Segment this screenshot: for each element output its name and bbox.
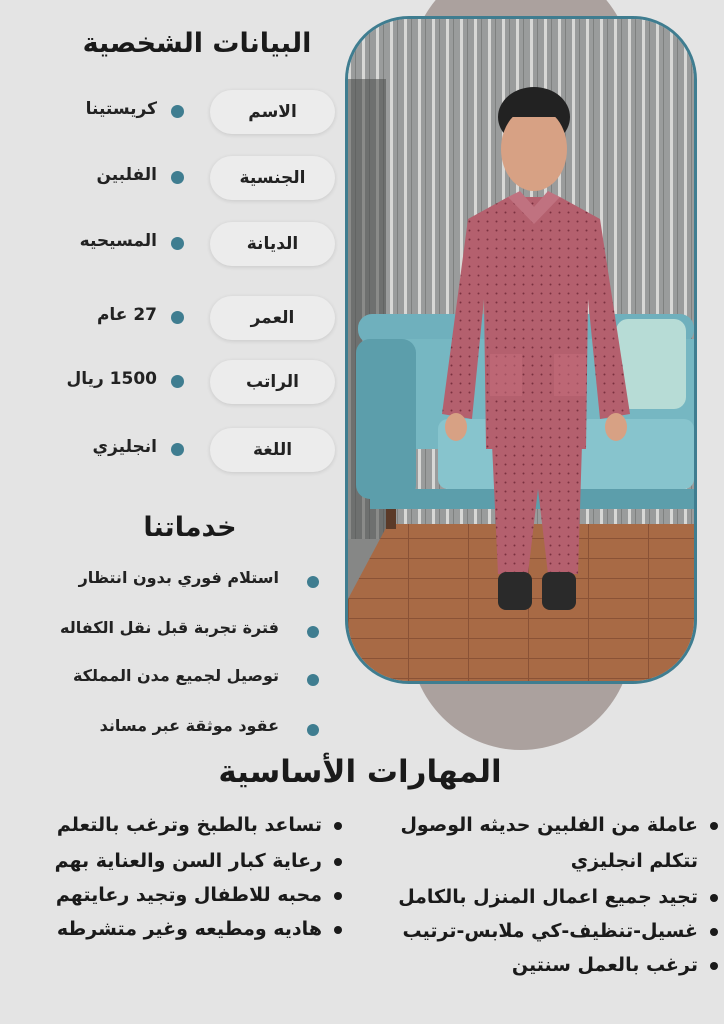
skill-item — [400, 814, 718, 836]
personal-section-title: البيانات الشخصية — [82, 28, 312, 59]
service-text: توصيل لجميع مدن المملكة — [72, 666, 279, 685]
skill-text: رعاية كبار السن والعناية بهم — [54, 850, 322, 872]
skill-text: تتكلم انجليزي — [570, 850, 698, 872]
info-value: انجليزي — [92, 437, 157, 457]
info-value: 1500 ريال — [66, 369, 157, 389]
service-item — [0, 568, 345, 598]
service-item — [0, 666, 345, 696]
info-row-age — [0, 296, 345, 340]
skill-item-continued — [571, 850, 698, 872]
skills-section-title: المهارات الأساسية — [218, 754, 502, 790]
info-value: الفلبين — [96, 165, 157, 185]
skill-text: عاملة من الفلبين حديثه الوصول — [400, 814, 698, 836]
info-row-religion — [0, 222, 345, 266]
info-row-name — [0, 90, 345, 134]
skill-text: غسيل-تنظيف-كي ملابس-ترتيب — [402, 920, 698, 942]
skill-item — [512, 954, 718, 976]
info-value: المسيحيه — [79, 231, 157, 251]
info-label: اللغة — [210, 428, 335, 472]
bullet-dot-icon — [307, 674, 319, 686]
bullet-dot-icon — [307, 724, 319, 736]
bullet-dot-icon — [307, 626, 319, 638]
info-label: الجنسية — [210, 156, 335, 200]
info-value: 27 عام — [96, 305, 157, 325]
photo-illustration — [348, 19, 694, 681]
bullet-dot-icon — [171, 375, 184, 388]
skill-text: ترغب بالعمل سنتين — [511, 954, 698, 976]
bullet-dot-icon — [710, 928, 718, 936]
service-text: عقود موثقة عبر مساند — [99, 716, 279, 735]
bullet-dot-icon — [171, 171, 184, 184]
bullet-dot-icon — [171, 311, 184, 324]
skill-item — [57, 814, 342, 836]
bullet-dot-icon — [334, 926, 342, 934]
info-row-nationality — [0, 156, 345, 200]
skill-text: هاديه ومطيعه وغير متشرطه — [56, 918, 322, 940]
skill-text: تساعد بالطبخ وترغب بالتعلم — [56, 814, 322, 836]
bullet-dot-icon — [334, 892, 342, 900]
skill-item — [403, 920, 719, 942]
service-item — [0, 618, 345, 648]
bullet-dot-icon — [710, 822, 718, 830]
skill-item — [56, 884, 342, 906]
info-label: العمر — [210, 296, 335, 340]
skill-text: تجيد جميع اعمال المنزل بالكامل — [398, 886, 698, 908]
bullet-dot-icon — [710, 962, 718, 970]
skill-text: محبه للاطفال وتجيد رعايتهم — [55, 884, 322, 906]
bullet-dot-icon — [710, 894, 718, 902]
info-label: الاسم — [210, 90, 335, 134]
bullet-dot-icon — [171, 105, 184, 118]
bullet-dot-icon — [171, 443, 184, 456]
worker-photo — [345, 16, 697, 684]
bullet-dot-icon — [171, 237, 184, 250]
info-row-language — [0, 428, 345, 472]
bullet-dot-icon — [307, 576, 319, 588]
services-section-title: خدماتنا — [143, 512, 237, 543]
bullet-dot-icon — [334, 822, 342, 830]
info-row-salary — [0, 360, 345, 404]
skill-item — [55, 850, 342, 872]
info-value: كريستينا — [85, 99, 157, 119]
skill-item — [398, 886, 718, 908]
service-text: فترة تجربة قبل نقل الكفاله — [59, 618, 279, 637]
skill-item — [57, 918, 342, 940]
bullet-dot-icon — [334, 858, 342, 866]
service-text: استلام فوري بدون انتظار — [78, 568, 279, 587]
info-label: الراتب — [210, 360, 335, 404]
service-item — [0, 716, 345, 746]
info-label: الديانة — [210, 222, 335, 266]
